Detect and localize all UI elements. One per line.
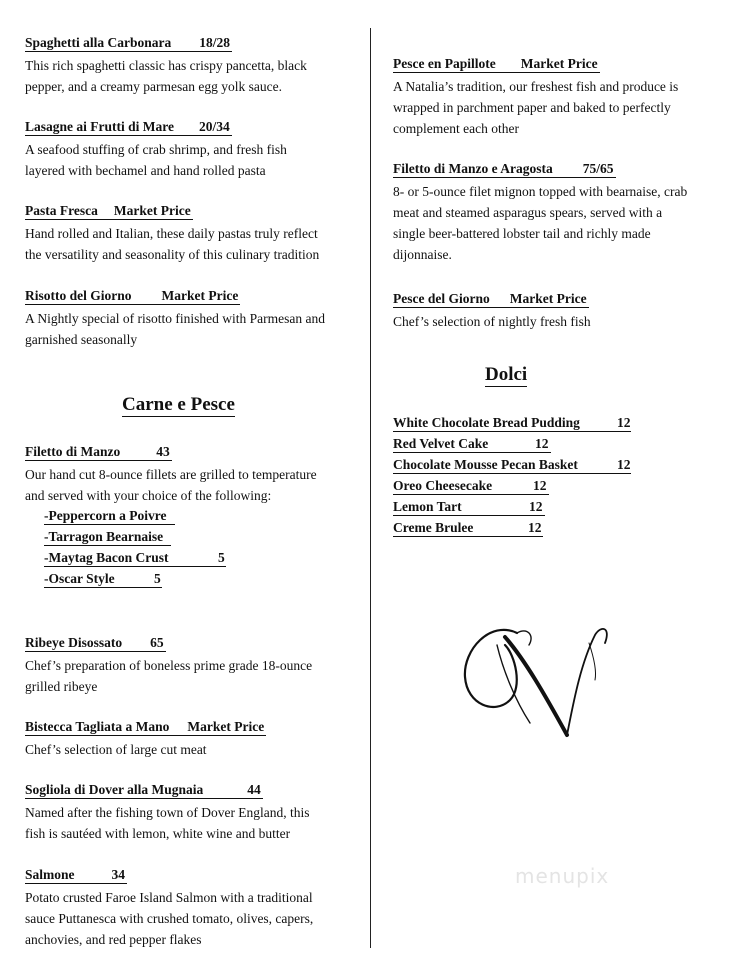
dessert-price: 12 — [617, 415, 631, 430]
item-price: 44 — [247, 782, 261, 797]
item-title — [25, 781, 263, 799]
item-name: Lasagne ai Frutti di Mare — [25, 119, 174, 134]
section-heading-dolci: Dolci — [485, 364, 528, 385]
menu-item-carbonara — [25, 34, 365, 97]
item-name: Filetto di Manzo — [25, 444, 121, 459]
item-title — [393, 290, 589, 308]
item-description: A Natalia’s tradition, our freshest fish and produce is wrapped in parchment paper and baked to perfectly complement each other — [393, 79, 679, 136]
menu-item-sogliola — [25, 781, 365, 844]
menu-item-bistecca — [25, 718, 365, 760]
option-maytag: -Maytag Bacon Crust 5 — [44, 550, 225, 565]
menu-item-pasta-fresca — [25, 202, 365, 265]
option-tarragon: -Tarragon Bearnaise — [44, 528, 171, 546]
item-price: Market Price — [187, 719, 265, 734]
item-description: A Nightly special of risotto finished with Parmesan and garnished seasonally — [25, 311, 325, 347]
item-description: Potato crusted Faroe Island Salmon with a traditional sauce Puttanesca with crushed tomato, olives, capers, anchovies, and red pepper flakes — [25, 890, 314, 947]
dessert-price: 12 — [617, 457, 631, 472]
dessert-item — [393, 477, 549, 495]
item-name: Salmone — [25, 867, 75, 882]
menu-item-ribeye — [25, 634, 365, 697]
dessert-item — [393, 414, 631, 432]
item-description: Hand rolled and Italian, these daily pastas truly reflect the versatility and seasonality of this culinary tradition — [25, 226, 320, 262]
item-price: 75/65 — [582, 161, 614, 176]
item-description: Our hand cut 8-ounce fillets are grilled to temperature and served with your choice of the following: — [25, 467, 317, 503]
item-price: Market Price — [520, 56, 598, 71]
menu-item-aragosta — [393, 160, 738, 265]
menu-item-risotto — [25, 287, 365, 350]
item-name: Bistecca Tagliata a Mano — [25, 719, 170, 734]
dessert-name: Oreo Cheesecake — [393, 478, 493, 493]
item-price: 43 — [156, 444, 170, 459]
dessert-price: 12 — [529, 499, 543, 514]
item-description: 8- or 5-ounce filet mignon topped with bearnaise, crab meat and steamed asparagus spears, served with a single beer-battered lobster tail and richly made dijonnaise. — [393, 184, 688, 262]
menu-item-salmone — [25, 866, 365, 950]
item-description: Chef’s selection of nightly fresh fish — [393, 314, 591, 329]
item-title — [393, 160, 616, 178]
item-name: Sogliola di Dover alla Mugnaia — [25, 782, 204, 797]
dessert-name: Creme Brulee — [393, 520, 474, 535]
item-name: Pesce del Giorno — [393, 291, 490, 306]
option-price: 5 — [218, 550, 225, 565]
menu-item-pesce-del-giorno — [393, 290, 733, 332]
item-title — [25, 866, 127, 884]
item-price: Market Price — [161, 288, 239, 303]
menu-item-papillote — [393, 55, 733, 139]
item-title — [25, 34, 232, 52]
item-price: 20/34 — [199, 119, 230, 134]
item-title — [25, 202, 193, 220]
monogram-logo — [455, 615, 625, 745]
item-description: Named after the fishing town of Dover England, this fish is sautéed with lemon, white wine and butter — [25, 805, 310, 841]
menu-item-lasagne — [25, 118, 365, 181]
item-title — [25, 634, 166, 652]
dessert-name: Lemon Tart — [393, 499, 462, 514]
item-name: Pasta Fresca — [25, 203, 98, 218]
watermark: menupix — [515, 864, 610, 888]
dessert-price: 12 — [528, 520, 542, 535]
item-name: Spaghetti alla Carbonara — [25, 35, 172, 50]
dessert-item — [393, 519, 543, 537]
item-title — [25, 443, 172, 461]
item-name: Ribeye Disossato — [25, 635, 123, 650]
dessert-name: Chocolate Mousse Pecan Basket — [393, 457, 578, 472]
menu-item-filetto — [25, 443, 365, 506]
dessert-name: Red Velvet Cake — [393, 436, 489, 451]
item-price: Market Price — [113, 203, 191, 218]
dessert-price: 12 — [533, 478, 547, 493]
item-title — [393, 55, 600, 73]
dessert-item — [393, 435, 551, 453]
item-description: Chef’s selection of large cut meat — [25, 742, 207, 757]
item-price: 65 — [150, 635, 164, 650]
item-title — [25, 718, 266, 736]
dessert-price: 12 — [535, 436, 549, 451]
item-name: Filetto di Manzo e Aragosta — [393, 161, 553, 176]
item-description: A seafood stuffing of crab shrimp, and fresh fish layered with bechamel and hand rolled pasta — [25, 142, 287, 178]
option-peppercorn: -Peppercorn a Poivre — [44, 507, 175, 525]
option-price: 5 — [154, 571, 161, 586]
item-price: 34 — [111, 867, 126, 882]
item-title — [25, 118, 232, 136]
dessert-name: White Chocolate Bread Pudding — [393, 415, 580, 430]
dessert-item — [393, 498, 545, 516]
item-title — [25, 287, 240, 305]
column-divider — [370, 28, 371, 948]
dessert-item — [393, 456, 631, 474]
item-description: This rich spaghetti classic has crispy pancetta, black pepper, and a creamy parmesan egg yolk sauce. — [25, 58, 307, 94]
item-name: Risotto del Giorno — [25, 288, 132, 303]
section-heading-carne-e-pesce: Carne e Pesce — [122, 394, 235, 415]
option-oscar: -Oscar Style 5 — [44, 571, 161, 586]
item-price: 18/28 — [199, 35, 231, 50]
item-price: Market Price — [509, 291, 587, 306]
item-description: Chef’s preparation of boneless prime grade 18-ounce grilled ribeye — [25, 658, 313, 694]
item-name: Pesce en Papillote — [393, 56, 496, 71]
